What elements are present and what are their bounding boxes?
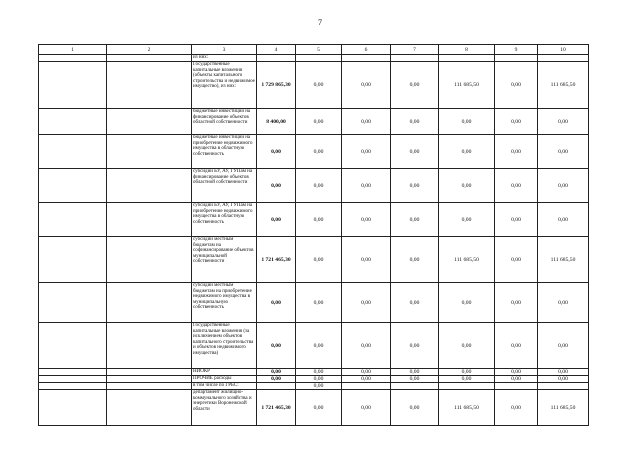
empty-cell [107, 203, 192, 237]
value-cell: 0,00 [257, 203, 296, 237]
value-cell: 0,00 [391, 390, 439, 426]
empty-cell [107, 62, 192, 109]
value-cell: 0,00 [391, 203, 439, 237]
value-cell: 0,00 [296, 283, 342, 323]
value-cell: 0,00 [439, 109, 495, 135]
value-cell: 111 685,50 [538, 390, 589, 426]
value-cell: 0,00 [342, 376, 391, 383]
table-row [39, 390, 589, 426]
empty-cell [39, 369, 107, 376]
row-name-cell: НИОКР [192, 369, 257, 376]
row-name-cell: ПРОЧИЕ расходы [192, 376, 257, 383]
row-name-cell: субсидии БУ, АУ, ГУПам на финансирование объектов областной собственности [192, 169, 257, 203]
empty-cell [39, 376, 107, 383]
empty-cell [107, 169, 192, 203]
table-row [39, 55, 589, 62]
column-header: 8 [439, 45, 495, 55]
value-cell [439, 55, 495, 62]
value-cell: 0,00 [391, 135, 439, 169]
value-cell: 0,00 [391, 369, 439, 376]
value-cell: 0,00 [538, 135, 589, 169]
table-row [39, 323, 589, 369]
empty-cell [39, 135, 107, 169]
budget-table [38, 44, 589, 426]
value-cell [391, 55, 439, 62]
value-cell: 0,00 [391, 376, 439, 383]
column-header: 5 [296, 45, 342, 55]
empty-cell [39, 55, 107, 62]
value-cell: 111 685,50 [439, 390, 495, 426]
value-cell [257, 55, 296, 62]
table-row [39, 169, 589, 203]
value-cell: 0,00 [495, 323, 538, 369]
value-cell [342, 383, 391, 390]
value-cell [342, 55, 391, 62]
value-cell [439, 383, 495, 390]
table-row [39, 135, 589, 169]
value-cell: 0,00 [296, 323, 342, 369]
value-cell: 0,00 [391, 323, 439, 369]
row-name-cell: департамент жилищно-коммунального хозяйства и энергетики Воронежской области [192, 390, 257, 426]
value-cell: 0,00 [391, 62, 439, 109]
empty-cell [107, 55, 192, 62]
row-name-cell: субсидии БУ, АУ, ГУПам на приобретение недвижимого имущества в областную собственность [192, 203, 257, 237]
value-cell [495, 55, 538, 62]
value-cell: 0,00 [391, 169, 439, 203]
value-cell: 0,00 [495, 237, 538, 283]
value-cell: 0,00 [257, 169, 296, 203]
value-cell: 0,00 [257, 323, 296, 369]
value-cell: 0,00 [538, 283, 589, 323]
value-cell: 0,00 [342, 203, 391, 237]
value-cell: 0,00 [296, 376, 342, 383]
value-cell: 0,00 [342, 283, 391, 323]
column-header: 6 [342, 45, 391, 55]
value-cell: 0,00 [257, 376, 296, 383]
value-cell: 0,00 [495, 109, 538, 135]
value-cell: 0,00 [495, 203, 538, 237]
value-cell: 1 721 465,30 [257, 237, 296, 283]
page-number: 7 [318, 18, 322, 27]
header-row [39, 45, 589, 55]
value-cell [391, 383, 439, 390]
empty-cell [107, 390, 192, 426]
column-header: 3 [192, 45, 257, 55]
value-cell: 111 685,50 [538, 62, 589, 109]
table-row [39, 109, 589, 135]
value-cell: 0,00 [439, 169, 495, 203]
value-cell: 111 685,50 [538, 237, 589, 283]
empty-cell [39, 62, 107, 109]
value-cell: 0,00 [342, 62, 391, 109]
column-header: 9 [495, 45, 538, 55]
empty-cell [39, 283, 107, 323]
table-row [39, 383, 589, 390]
row-name-cell: субсидии местным бюджетам на приобретение недвижимого имущества в муниципальную собственность [192, 283, 257, 323]
empty-cell [39, 237, 107, 283]
value-cell: 0,00 [391, 109, 439, 135]
value-cell: 8 400,00 [257, 109, 296, 135]
value-cell: 0,00 [538, 169, 589, 203]
value-cell: 0,00 [391, 283, 439, 323]
row-name-cell: Государственные капитальные вложения (объекты капитального строительства и недвижимое имущество), из них: [192, 62, 257, 109]
column-header: 7 [391, 45, 439, 55]
value-cell: 0,00 [342, 169, 391, 203]
value-cell: 0,00 [296, 390, 342, 426]
value-cell: 0,00 [495, 376, 538, 383]
row-name-cell: в том числе по ГРБС: [192, 383, 257, 390]
column-header: 1 [39, 45, 107, 55]
value-cell [495, 383, 538, 390]
value-cell: 0,00 [538, 203, 589, 237]
empty-cell [107, 369, 192, 376]
empty-cell [107, 109, 192, 135]
empty-cell [107, 237, 192, 283]
table-row [39, 62, 589, 109]
row-name-cell: бюджетные инвестиции на приобретение недвижимого имущества в областную собственность [192, 135, 257, 169]
row-name-cell: бюджетные инвестиции на финансирование объектов областной собственности [192, 109, 257, 135]
value-cell: 111 685,50 [439, 62, 495, 109]
row-name-cell: из них: [192, 55, 257, 62]
value-cell: 0,00 [495, 62, 538, 109]
value-cell: 0,00 [342, 109, 391, 135]
value-cell: 0,00 [296, 203, 342, 237]
empty-cell [107, 383, 192, 390]
value-cell: 0,00 [296, 369, 342, 376]
column-header: 10 [538, 45, 589, 55]
row-name-cell: субсидии местным бюджетам на софинансирование объектов муниципальной собственности [192, 237, 257, 283]
value-cell: 111 685,50 [439, 237, 495, 283]
column-header: 4 [257, 45, 296, 55]
value-cell: 0,00 [538, 109, 589, 135]
value-cell: 0,00 [296, 237, 342, 283]
empty-cell [107, 283, 192, 323]
value-cell: 0,00 [342, 323, 391, 369]
value-cell: 0,00 [495, 390, 538, 426]
value-cell: 0,00 [439, 323, 495, 369]
column-header: 2 [107, 45, 192, 55]
table-row [39, 237, 589, 283]
value-cell: 0,00 [296, 62, 342, 109]
value-cell [257, 383, 296, 390]
value-cell: 0,00 [495, 169, 538, 203]
value-cell: 0,00 [495, 135, 538, 169]
value-cell: 1 729 865,30 [257, 62, 296, 109]
empty-cell [39, 203, 107, 237]
value-cell: 0,00 [439, 283, 495, 323]
row-name-cell: Государственные капитальные вложения (за исключением объектов капитального строительства и объектов недвижимого имущества) [192, 323, 257, 369]
value-cell: 0,00 [538, 323, 589, 369]
value-cell: 0,00 [439, 369, 495, 376]
empty-cell [39, 109, 107, 135]
empty-cell [39, 169, 107, 203]
value-cell: 0,00 [439, 203, 495, 237]
value-cell: 0,00 [342, 390, 391, 426]
value-cell [296, 55, 342, 62]
value-cell: 0,00 [439, 135, 495, 169]
value-cell: 0,00 [342, 369, 391, 376]
value-cell: 0,00 [257, 135, 296, 169]
value-cell: 0,00 [342, 135, 391, 169]
empty-cell [39, 323, 107, 369]
value-cell: 0,00 [296, 383, 342, 390]
value-cell: 0,00 [257, 283, 296, 323]
empty-cell [39, 383, 107, 390]
table-row [39, 376, 589, 383]
empty-cell [107, 323, 192, 369]
value-cell [538, 55, 589, 62]
value-cell: 0,00 [538, 376, 589, 383]
empty-cell [107, 135, 192, 169]
value-cell: 0,00 [495, 283, 538, 323]
empty-cell [39, 390, 107, 426]
value-cell: 0,00 [296, 109, 342, 135]
value-cell: 0,00 [296, 169, 342, 203]
value-cell: 1 721 465,30 [257, 390, 296, 426]
table-row [39, 203, 589, 237]
empty-cell [107, 376, 192, 383]
value-cell: 0,00 [257, 369, 296, 376]
value-cell: 0,00 [391, 237, 439, 283]
table-row [39, 369, 589, 376]
value-cell: 0,00 [495, 369, 538, 376]
table-row [39, 283, 589, 323]
value-cell: 0,00 [538, 369, 589, 376]
value-cell: 0,00 [296, 135, 342, 169]
value-cell: 0,00 [439, 376, 495, 383]
value-cell [538, 383, 589, 390]
value-cell: 0,00 [342, 237, 391, 283]
